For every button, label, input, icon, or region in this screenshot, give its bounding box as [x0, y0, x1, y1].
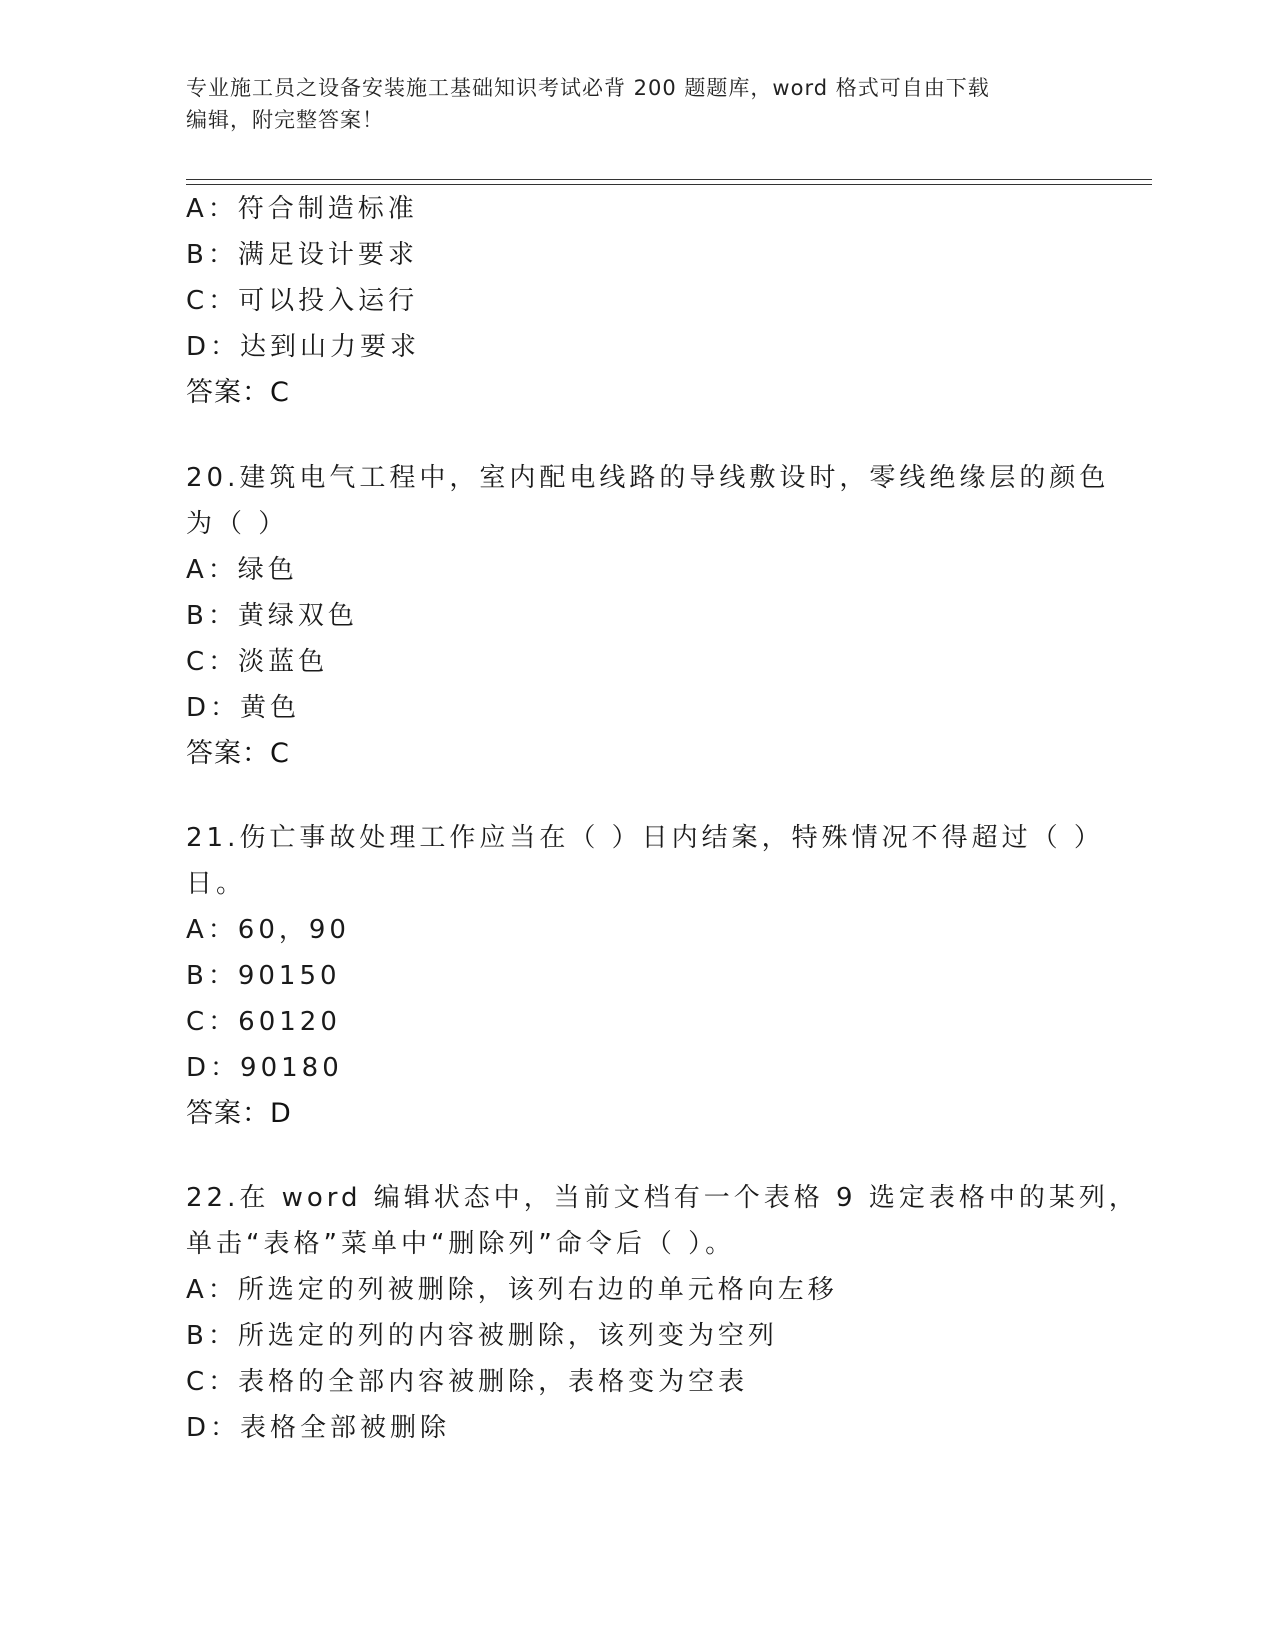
option-b: B：90150	[186, 961, 341, 991]
answer: 答案：C	[186, 738, 290, 769]
option-c: C：淡蓝色	[186, 647, 329, 677]
question-22	[186, 1175, 1139, 1451]
header-title-line-1: 专业施工员之设备安装施工基础知识考试必背 200 题题库，word 格式可自由下载	[186, 76, 990, 100]
option-d: D：表格全部被删除	[186, 1413, 451, 1443]
option-a: A：所选定的列被删除，该列右边的单元格向左移	[186, 1275, 838, 1305]
question-stem	[186, 815, 1104, 907]
option-c: C：表格的全部内容被删除，表格变为空表	[186, 1367, 749, 1397]
question-stem	[186, 455, 1110, 547]
question-20	[186, 455, 1110, 777]
question-21	[186, 815, 1104, 1137]
option-a: A：符合制造标准	[186, 194, 418, 224]
option-c: C：可以投入运行	[186, 286, 419, 316]
question-19	[186, 186, 1086, 416]
document-header	[186, 72, 1086, 136]
header-title-line-2: 编辑，附完整答案！	[186, 108, 384, 132]
option-a: A：60，90	[186, 915, 350, 945]
option-d: D：90180	[186, 1053, 343, 1083]
option-d: D：黄色	[186, 693, 301, 723]
answer: 答案：C	[186, 377, 290, 408]
question-stem	[186, 1175, 1139, 1267]
answer: 答案：D	[186, 1098, 292, 1129]
question-stem-line-1: 21.伤亡事故处理工作应当在（ ）日内结案，特殊情况不得超过（ ）	[186, 823, 1104, 853]
option-c: C：60120	[186, 1007, 341, 1037]
option-b: B：黄绿双色	[186, 601, 358, 631]
option-b: B：所选定的列的内容被删除，该列变为空列	[186, 1321, 778, 1351]
header-rule-bottom	[186, 184, 1152, 185]
question-stem-line-1: 20.建筑电气工程中，室内配电线路的导线敷设时，零线绝缘层的颜色	[186, 463, 1110, 493]
question-stem-line-2: 日。	[186, 869, 247, 899]
option-a: A：绿色	[186, 555, 298, 585]
option-d: D：达到山力要求	[186, 332, 421, 362]
question-stem-line-2: 单击“表格”菜单中“删除列”命令后（ ）。	[186, 1229, 736, 1259]
header-rule-top	[186, 179, 1152, 180]
question-stem-line-2: 为（ ）	[186, 509, 289, 539]
question-stem-line-1: 22.在 word 编辑状态中，当前文档有一个表格 9 选定表格中的某列，	[186, 1183, 1139, 1213]
option-b: B：满足设计要求	[186, 240, 418, 270]
